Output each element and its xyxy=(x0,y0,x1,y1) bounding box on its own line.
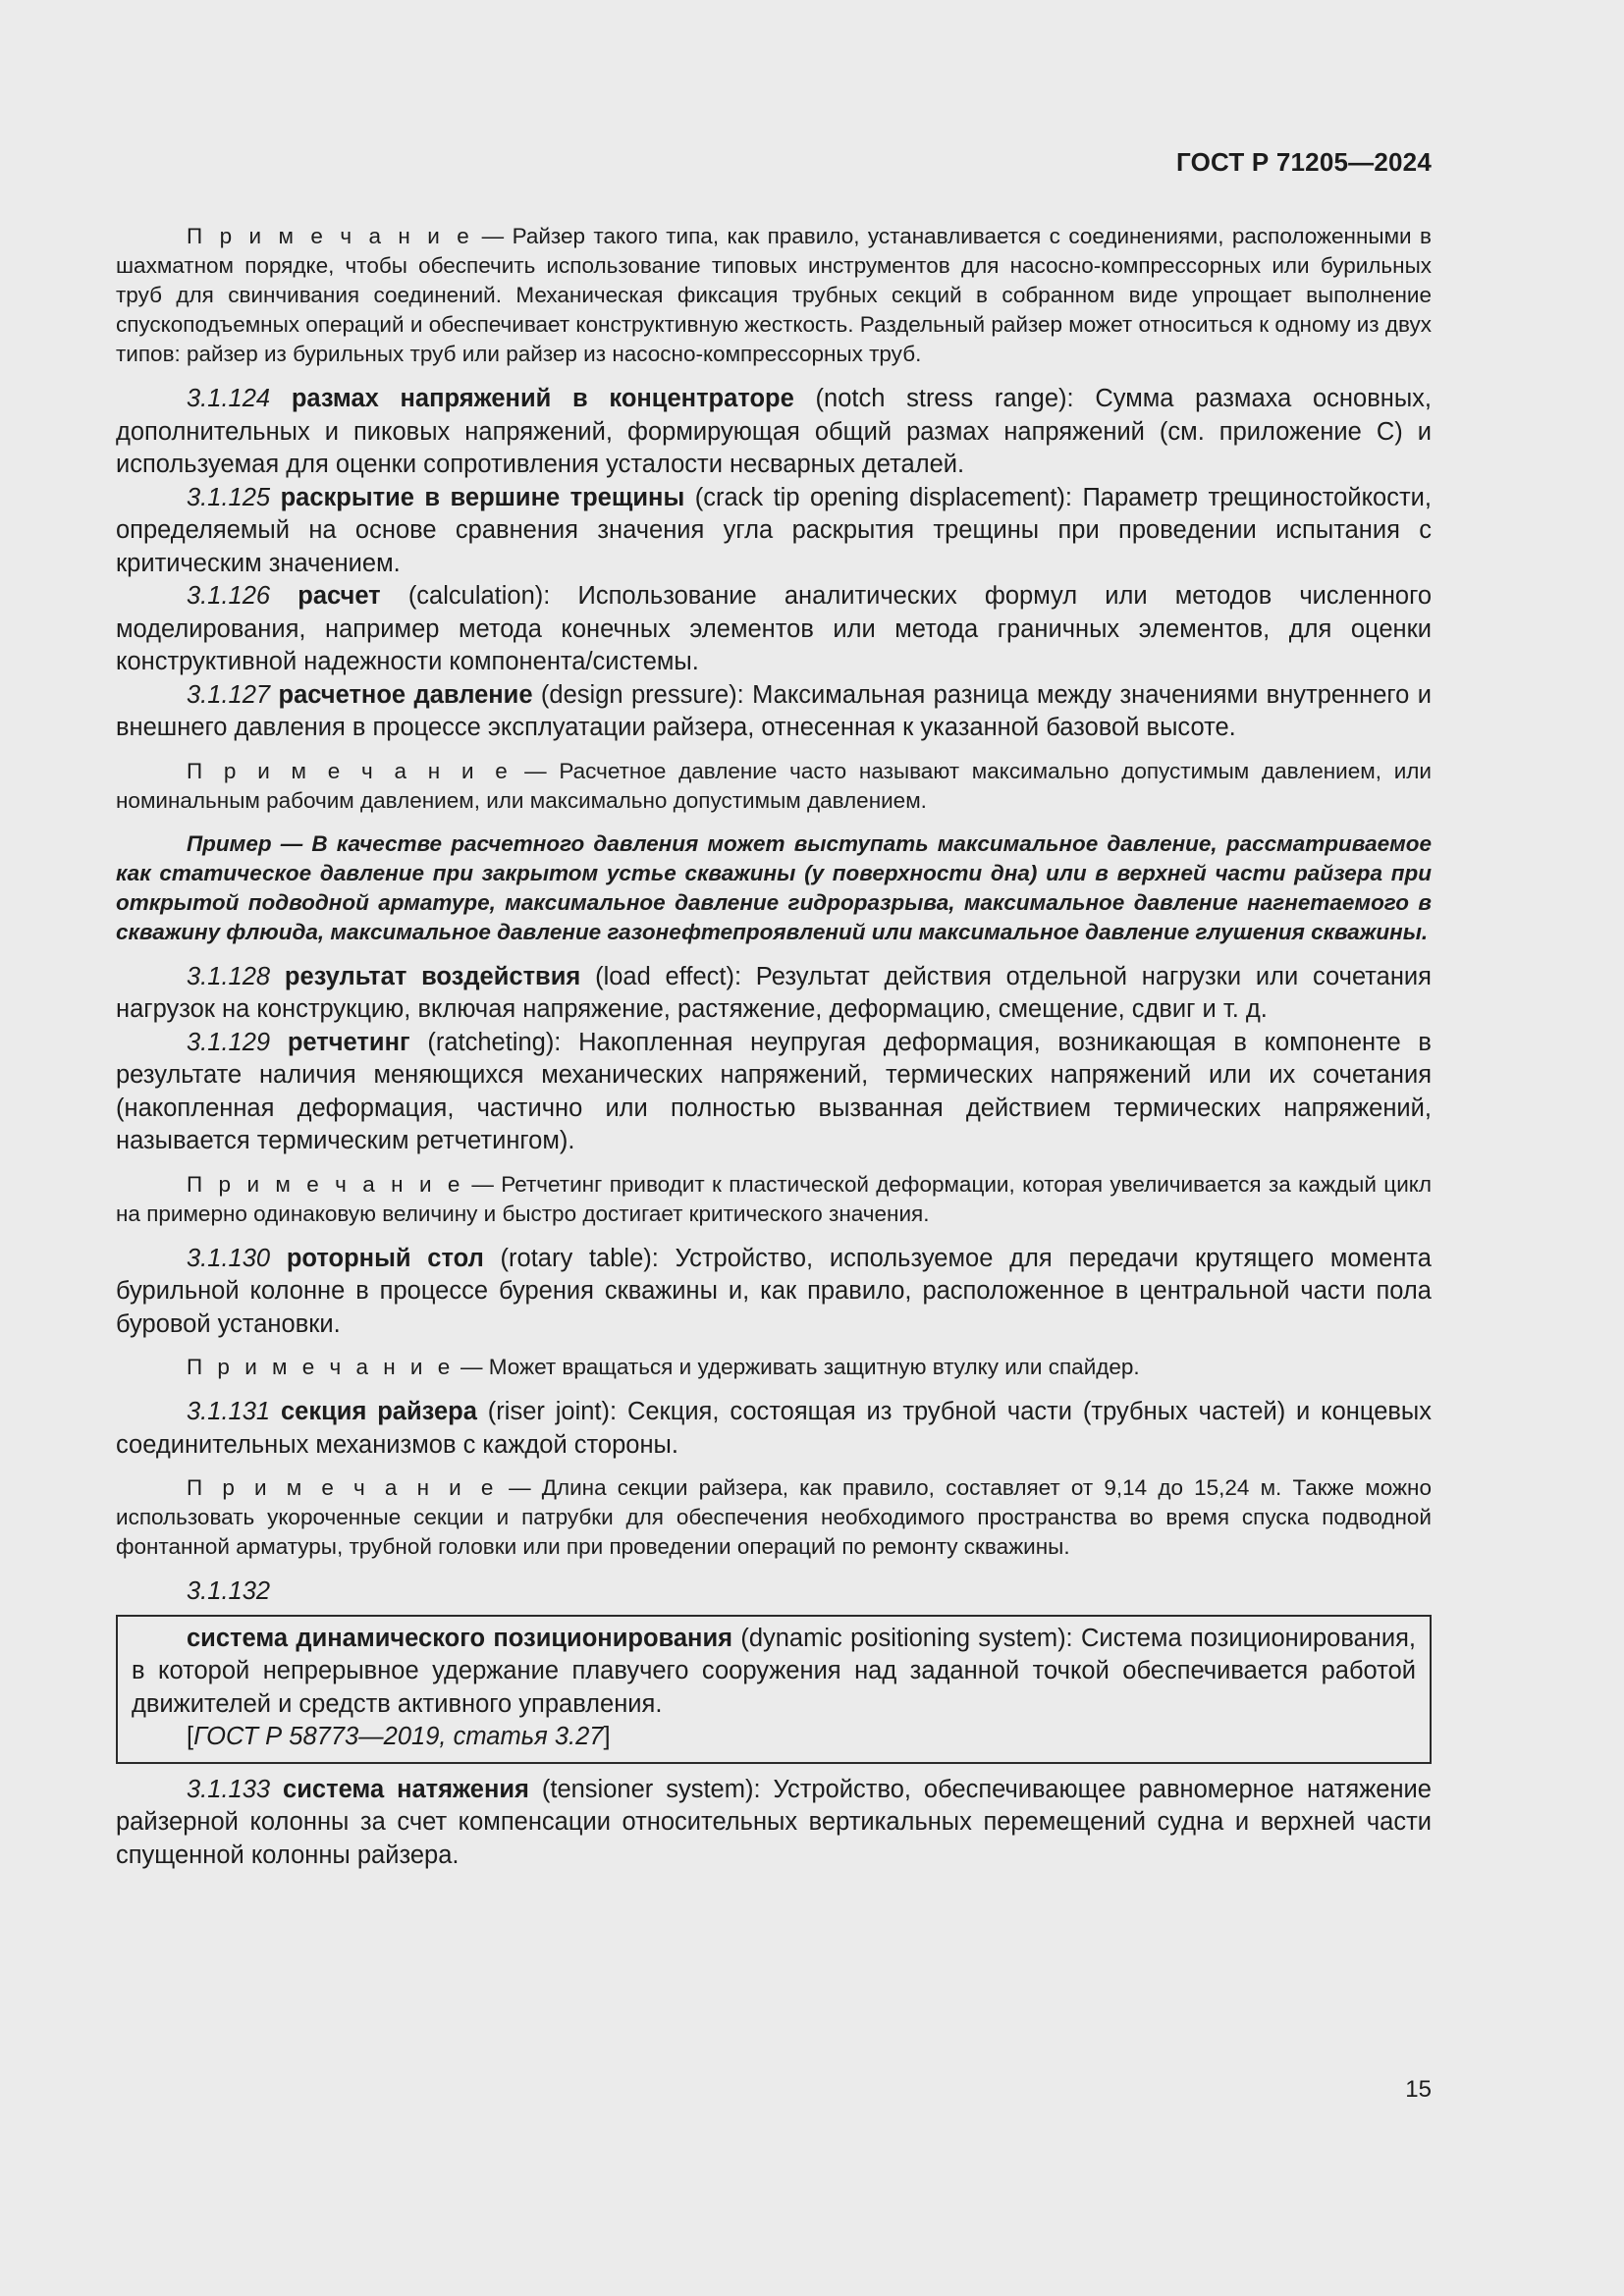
example-paragraph: Пример — В качестве расчетного давления может выступать максимальное давление, рассматриваемое как статическое давление при закрытом устье скважины (у поверхности дна) или в верхней части райзера при открытой подводной арматуре, максимальное давление гидроразрыва, максимальное давление нагнетаемого в скважину флюида, максимальное давление газонефтепроявлений или максимальное давление глушения скважины. xyxy=(116,830,1432,944)
term-title: секция райзера xyxy=(280,1398,477,1425)
note-dash: — xyxy=(497,1475,542,1500)
term-number: 3.1.130 xyxy=(187,1244,271,1272)
term-3-1-129 xyxy=(116,1027,1432,1158)
term-number: 3.1.129 xyxy=(187,1028,271,1056)
note-text: Длина секции райзера, как правило, составляет от 9,14 до 15,24 м. Также можно использовать укороченные секции и патрубки для обеспечения необходимого пространства во время спуска подводной фонтанной арматуры, трубной головки или при проведении операций по ремонту скважины. xyxy=(116,1475,1432,1559)
note-label: П р и м е ч а н и е xyxy=(187,758,513,783)
term-3-1-133 xyxy=(116,1774,1432,1873)
term-title: расчет xyxy=(298,582,381,610)
term-definition: (ratcheting): Накопленная неупругая деформация, возникающая в компоненте в результате наличия меняющихся механических напряжений, термических напряжений или их сочетания (накопленная деформация, частично или полностью вызванная действием термических напряжений, называется термическим ретчетингом). xyxy=(116,1028,1432,1154)
ref-bracket-open: [ xyxy=(187,1723,194,1750)
note-paragraph xyxy=(116,1473,1432,1562)
term-number: 3.1.125 xyxy=(187,483,271,511)
term-definition: (load effect): Результат действия отдельной нагрузки или сочетания нагрузок на конструкцию, включая напряжение, растяжение, деформацию, смещение, сдвиг и т. д. xyxy=(116,962,1432,1023)
term-title: результат воздействия xyxy=(284,962,581,990)
term-title: размах напряжений в концентраторе xyxy=(291,385,794,412)
term-title: ретчетинг xyxy=(287,1028,410,1056)
term-definition: (design pressure): Максимальная разница между значениями внутреннего и внешнего давления в процессе эксплуатации райзера, отнесенная к указанной базовой высоте. xyxy=(116,680,1432,741)
ref-source: ГОСТ Р 58773—2019, статья 3.27 xyxy=(193,1723,604,1750)
term-definition: (notch stress range): Сумма размаха основных, дополнительных и пиковых напряжений, формирующая общий размах напряжений (см. приложение С) и используемая для оценки сопротивления усталости несварных деталей. xyxy=(116,385,1432,478)
term-3-1-128 xyxy=(116,961,1432,1027)
term-number: 3.1.127 xyxy=(187,680,271,709)
note-text: Расчетное давление часто называют максимально допустимым давлением, или номинальным рабочим давлением, или максимально допустимым давлением. xyxy=(116,758,1432,813)
term-3-1-124 xyxy=(116,383,1432,482)
term-definition: (tensioner system): Устройство, обеспечивающее равномерное натяжение райзерной колонны за счет компенсации относительных вертикальных перемещений судна и верхней части спущенной колонны райзера. xyxy=(116,1775,1432,1869)
note-text: Райзер такого типа, как правило, устанавливается с соединениями, расположенными в шахматном порядке, чтобы обеспечить использование типовых инструментов для насосно-компрессорных или бурильных труб для свинчивания соединений. Механическая фиксация трубных секций в собранном виде упрощает выполнение спускоподъемных операций и обеспечивает конструктивную жесткость. Раздельный райзер может относиться к одному из двух типов: райзер из бурильных труб или райзер из насосно-компрессорных труб. xyxy=(116,224,1432,366)
term-reference xyxy=(132,1721,1416,1754)
term-3-1-130 xyxy=(116,1243,1432,1342)
term-number: 3.1.126 xyxy=(187,582,271,610)
note-text: Может вращаться и удерживать защитную втулку или спайдер. xyxy=(488,1355,1140,1379)
term-title: раскрытие в вершине трещины xyxy=(280,483,685,511)
note-paragraph xyxy=(116,1170,1432,1229)
boxed-term-3-1-132 xyxy=(116,1615,1432,1764)
page-number: 15 xyxy=(1405,2076,1432,2103)
term-title: роторный стол xyxy=(286,1244,484,1272)
term-3-1-126 xyxy=(116,580,1432,679)
term-number: 3.1.131 xyxy=(187,1398,271,1425)
term-definition-block xyxy=(132,1623,1416,1722)
term-definition: (dynamic positioning system): Система позиционирования, в которой непрерывное удержание плавучего сооружения над заданной точкой обеспечивается работой движителей и средств активного управления. xyxy=(132,1624,1416,1718)
note-dash: — xyxy=(512,758,560,783)
term-title: расчетное давление xyxy=(278,680,533,709)
term-definition: (crack tip opening displacement): Параметр трещиностойкости, определяемый на основе сравнения значения угла раскрытия трещины при проведении испытания с критическим значением. xyxy=(116,483,1432,577)
term-number: 3.1.124 xyxy=(187,385,271,412)
note-dash: — xyxy=(463,1171,502,1197)
term-number-3-1-132: 3.1.132 xyxy=(187,1577,271,1605)
term-3-1-127 xyxy=(116,679,1432,745)
note-dash: — xyxy=(454,1355,489,1379)
term-3-1-131 xyxy=(116,1396,1432,1462)
note-dash: — xyxy=(473,224,513,248)
note-paragraph xyxy=(116,1353,1432,1382)
document-page xyxy=(116,0,1432,2296)
term-number: 3.1.128 xyxy=(187,962,271,990)
note-paragraph xyxy=(116,757,1432,816)
note-label: П р и м е ч а н и е xyxy=(187,1355,455,1379)
note-text: Ретчетинг приводит к пластической деформации, которая увеличивается за каждый цикл на примерно одинаковую величину и быстро достигает критического значения. xyxy=(116,1171,1432,1226)
document-header: ГОСТ Р 71205—2024 xyxy=(1176,147,1432,177)
term-definition: (rotary table): Устройство, используемое для передачи крутящего момента бурильной колонне в процессе бурения скважины и, как правило, расположенное в центральной части пола буровой установки. xyxy=(116,1244,1432,1338)
term-title: система динамического позиционирования xyxy=(187,1624,733,1652)
note-paragraph xyxy=(116,222,1432,369)
note-label: П р и м е ч а н и е xyxy=(187,1475,498,1500)
ref-bracket-close: ] xyxy=(603,1723,611,1750)
term-definition: (calculation): Использование аналитических формул или методов численного моделирования, например метода конечных элементов или метода граничных элементов, для оценки конструктивной надежности компонента/системы. xyxy=(116,582,1433,675)
term-number: 3.1.133 xyxy=(187,1775,271,1803)
term-definition: (riser joint): Секция, состоящая из трубной части (трубных частей) и концевых соединительных механизмов с каждой стороны. xyxy=(116,1398,1433,1459)
document-body xyxy=(116,222,1432,1872)
term-3-1-125 xyxy=(116,482,1432,581)
note-label: П р и м е ч а н и е xyxy=(187,1171,464,1197)
term-title: система натяжения xyxy=(283,1775,529,1803)
note-label: П р и м е ч а н и е xyxy=(187,224,474,248)
